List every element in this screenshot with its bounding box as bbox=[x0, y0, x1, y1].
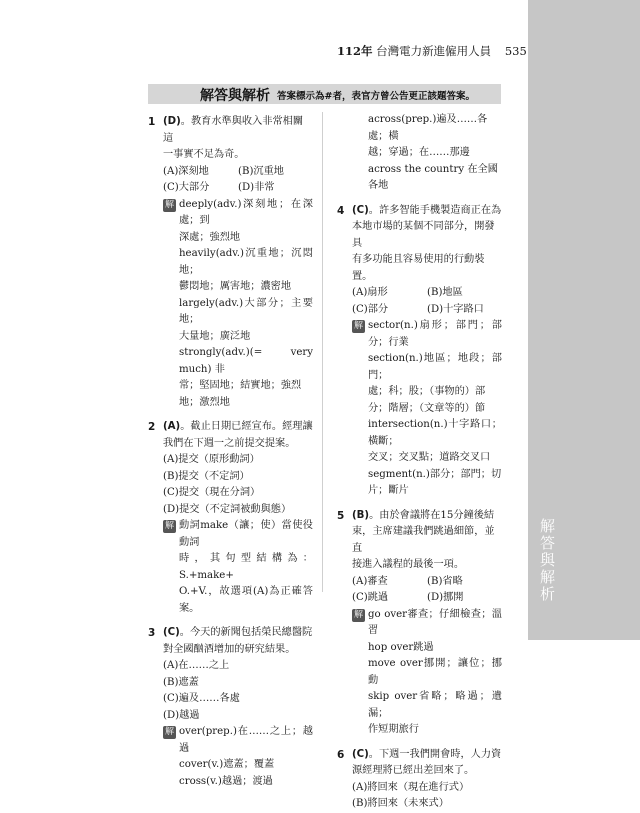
question-text: 。今天的新聞包括榮民總醫院 bbox=[179, 627, 313, 638]
question-number: 1 bbox=[148, 116, 156, 128]
question-6 bbox=[337, 747, 502, 780]
explanation-line: 鬱悶地；厲害地；濃密地 bbox=[179, 281, 292, 292]
option-d: (D)挪開 bbox=[427, 592, 464, 603]
question-number: 5 bbox=[337, 509, 345, 522]
option-b: (B)遮蓋 bbox=[163, 676, 199, 688]
explanation-continued bbox=[337, 112, 502, 195]
explanation bbox=[148, 518, 313, 617]
question-4 bbox=[337, 203, 502, 286]
question-text: 束，主席建議我們跳過細節，並直 bbox=[352, 526, 495, 554]
header-title: 台灣電力新進僱用人員 bbox=[376, 44, 492, 58]
option-a: (A)提交（原形動詞） bbox=[163, 454, 260, 465]
answer-key: (C) bbox=[352, 748, 369, 760]
explanation-line: 大量地；廣泛地 bbox=[179, 330, 251, 342]
explanation-line: 地；激烈地 bbox=[179, 396, 230, 408]
explanation-line: 深處；強烈地 bbox=[179, 231, 241, 243]
question-text: 。教育水準與收入非常相關這 bbox=[163, 116, 304, 144]
explanation-line: cover(v.)遮蓋；覆蓋 bbox=[179, 759, 275, 770]
explanation-line: cross(v.)越過；渡過 bbox=[179, 775, 273, 787]
explanation-line: skip over省略；略過；遺漏； bbox=[368, 691, 502, 719]
options bbox=[337, 285, 502, 318]
options bbox=[337, 574, 502, 607]
section-title: 解答與解析 bbox=[200, 88, 270, 104]
answer-key: (C) bbox=[163, 627, 180, 638]
section-band bbox=[148, 84, 501, 104]
explanation-line: move over挪開；讓位；挪動 bbox=[368, 658, 502, 686]
explanation bbox=[337, 607, 502, 739]
explanation-line: 片；斷片 bbox=[368, 485, 409, 496]
question-text: 本地市場的某個不同部分，開發具 bbox=[352, 221, 495, 249]
question-text: 有多功能且容易使用的行動裝置。 bbox=[352, 254, 485, 282]
question-number: 6 bbox=[337, 748, 345, 761]
question-2 bbox=[148, 419, 313, 452]
left-column bbox=[148, 114, 313, 790]
option-a: (A)扇形 bbox=[352, 287, 388, 298]
explanation bbox=[148, 197, 313, 412]
question-text: 。由於會議將在15分鐘後結 bbox=[369, 509, 495, 521]
page-number: 535 bbox=[504, 44, 527, 58]
option-d: (D)越過 bbox=[163, 709, 200, 721]
answer-key: (B) bbox=[352, 509, 370, 521]
question-text: 一事實不足為奇。 bbox=[163, 149, 245, 160]
option-d: (D)十字路口 bbox=[427, 303, 484, 315]
options bbox=[148, 164, 313, 197]
side-tab-label: 解答與解析 bbox=[538, 518, 556, 603]
explanation-line: O.+V.，故選項(A)為正確答案。 bbox=[179, 586, 313, 614]
option-a: (A)審查 bbox=[352, 575, 388, 587]
option-a: (A)深刻地 bbox=[163, 165, 209, 177]
option-b: (B)沉重地 bbox=[238, 165, 284, 177]
option-d: (D)非常 bbox=[238, 182, 275, 193]
explanation-badge-icon: 解 bbox=[164, 199, 174, 210]
explanation-line: 時，其句型結構為：S.+make+ bbox=[179, 553, 313, 581]
explanation-line: 常；堅固地；結實地；強烈 bbox=[179, 380, 302, 391]
explanation-line: 交叉；交叉點；道路交叉口 bbox=[368, 452, 491, 463]
option-a: (A)將回來（現在進行式） bbox=[352, 781, 470, 793]
question-text: 源經理將已經出差回來了。 bbox=[352, 765, 475, 776]
answer-key: (D) bbox=[163, 116, 181, 127]
question-text: 。截止日期已經宣布。經理讓 bbox=[180, 421, 313, 432]
option-c: (C)遍及……各處 bbox=[163, 693, 240, 704]
explanation-line: over(prep.)在……之上；越過 bbox=[179, 726, 313, 754]
option-c: (C)提交（現在分詞） bbox=[163, 487, 261, 498]
question-1 bbox=[148, 114, 313, 164]
explanation-line: across the country 在全國各地 bbox=[368, 163, 498, 191]
option-c: (C)部分 bbox=[352, 303, 389, 315]
explanation-line: heavily(adv.)沉重地；沉悶地； bbox=[179, 248, 313, 276]
options bbox=[337, 780, 502, 813]
answer-key: (C) bbox=[352, 204, 369, 216]
explanation-line: sector(n.)扇形；部門；部分；行業 bbox=[368, 320, 502, 348]
explanation-line: hop over跳過 bbox=[368, 641, 434, 653]
option-b: (B)提交（不定詞） bbox=[163, 470, 250, 482]
question-number: 3 bbox=[148, 627, 156, 639]
explanation-line: largely(adv.)大部分；主要地； bbox=[179, 297, 313, 325]
options bbox=[148, 658, 313, 724]
question-text: 。許多智能手機製造商正在為 bbox=[368, 204, 502, 216]
explanation-line: 動詞make（讓；使）當使役動詞 bbox=[179, 520, 313, 548]
option-c: (C)大部分 bbox=[163, 182, 210, 193]
question-text: 接進入議程的最後一項。 bbox=[352, 559, 465, 570]
explanation-line: go over審查；仔細檢查；溫習 bbox=[368, 608, 502, 636]
explanation bbox=[337, 318, 502, 500]
explanation-badge-icon: 解 bbox=[164, 521, 174, 531]
explanation-line: 作短期旅行 bbox=[368, 724, 419, 735]
option-b: (B)地區 bbox=[427, 287, 463, 298]
question-3 bbox=[148, 625, 313, 658]
options bbox=[148, 452, 313, 518]
option-c: (C)跳過 bbox=[352, 592, 389, 603]
explanation-line: segment(n.)部分；部門；切 bbox=[368, 468, 502, 480]
right-column bbox=[337, 112, 502, 813]
question-text: 我們在下週一之前提交提案。 bbox=[163, 437, 296, 449]
header-year: 112年 bbox=[337, 44, 373, 58]
explanation-line: strongly(adv.)(= very much) 非 bbox=[179, 347, 313, 375]
option-b: (B)省略 bbox=[427, 575, 463, 587]
explanation-line: intersection(n.)十字路口；橫斷； bbox=[368, 419, 502, 447]
explanation-line: 分；階層；（文章等的）節 bbox=[368, 402, 486, 414]
explanation-line: section(n.)地區；地段；部門； bbox=[368, 353, 502, 381]
answer-key: (A) bbox=[163, 421, 181, 432]
question-text: 。下週一我們開會時，人力資 bbox=[368, 748, 502, 760]
question-number: 2 bbox=[148, 421, 156, 433]
explanation-badge-icon: 解 bbox=[353, 609, 363, 620]
column-divider bbox=[322, 112, 323, 592]
explanation-line: 處；科；股；（事物的）部 bbox=[368, 386, 486, 397]
option-a: (A)在……之上 bbox=[163, 660, 230, 671]
option-d: (D)提交（不定詞被動與態） bbox=[163, 503, 292, 515]
question-text: 對全國酗酒增加的研究結果。 bbox=[163, 643, 296, 655]
explanation-line: deeply(adv.)深刻地；在深處；到 bbox=[179, 198, 313, 226]
section-note: 答案標示為#者，表官方曾公告更正該題答案。 bbox=[277, 91, 475, 102]
page-header bbox=[337, 43, 527, 59]
option-b: (B)將回來（未來式） bbox=[352, 798, 449, 809]
explanation-line: 越；穿過；在……那邊 bbox=[368, 147, 470, 158]
question-5 bbox=[337, 508, 502, 574]
explanation bbox=[148, 724, 313, 790]
question-number: 4 bbox=[337, 204, 345, 217]
explanation-badge-icon: 解 bbox=[353, 321, 363, 331]
explanation-badge-icon: 解 bbox=[164, 727, 174, 737]
explanation-line: across(prep.)遍及……各處；橫 bbox=[368, 114, 488, 142]
